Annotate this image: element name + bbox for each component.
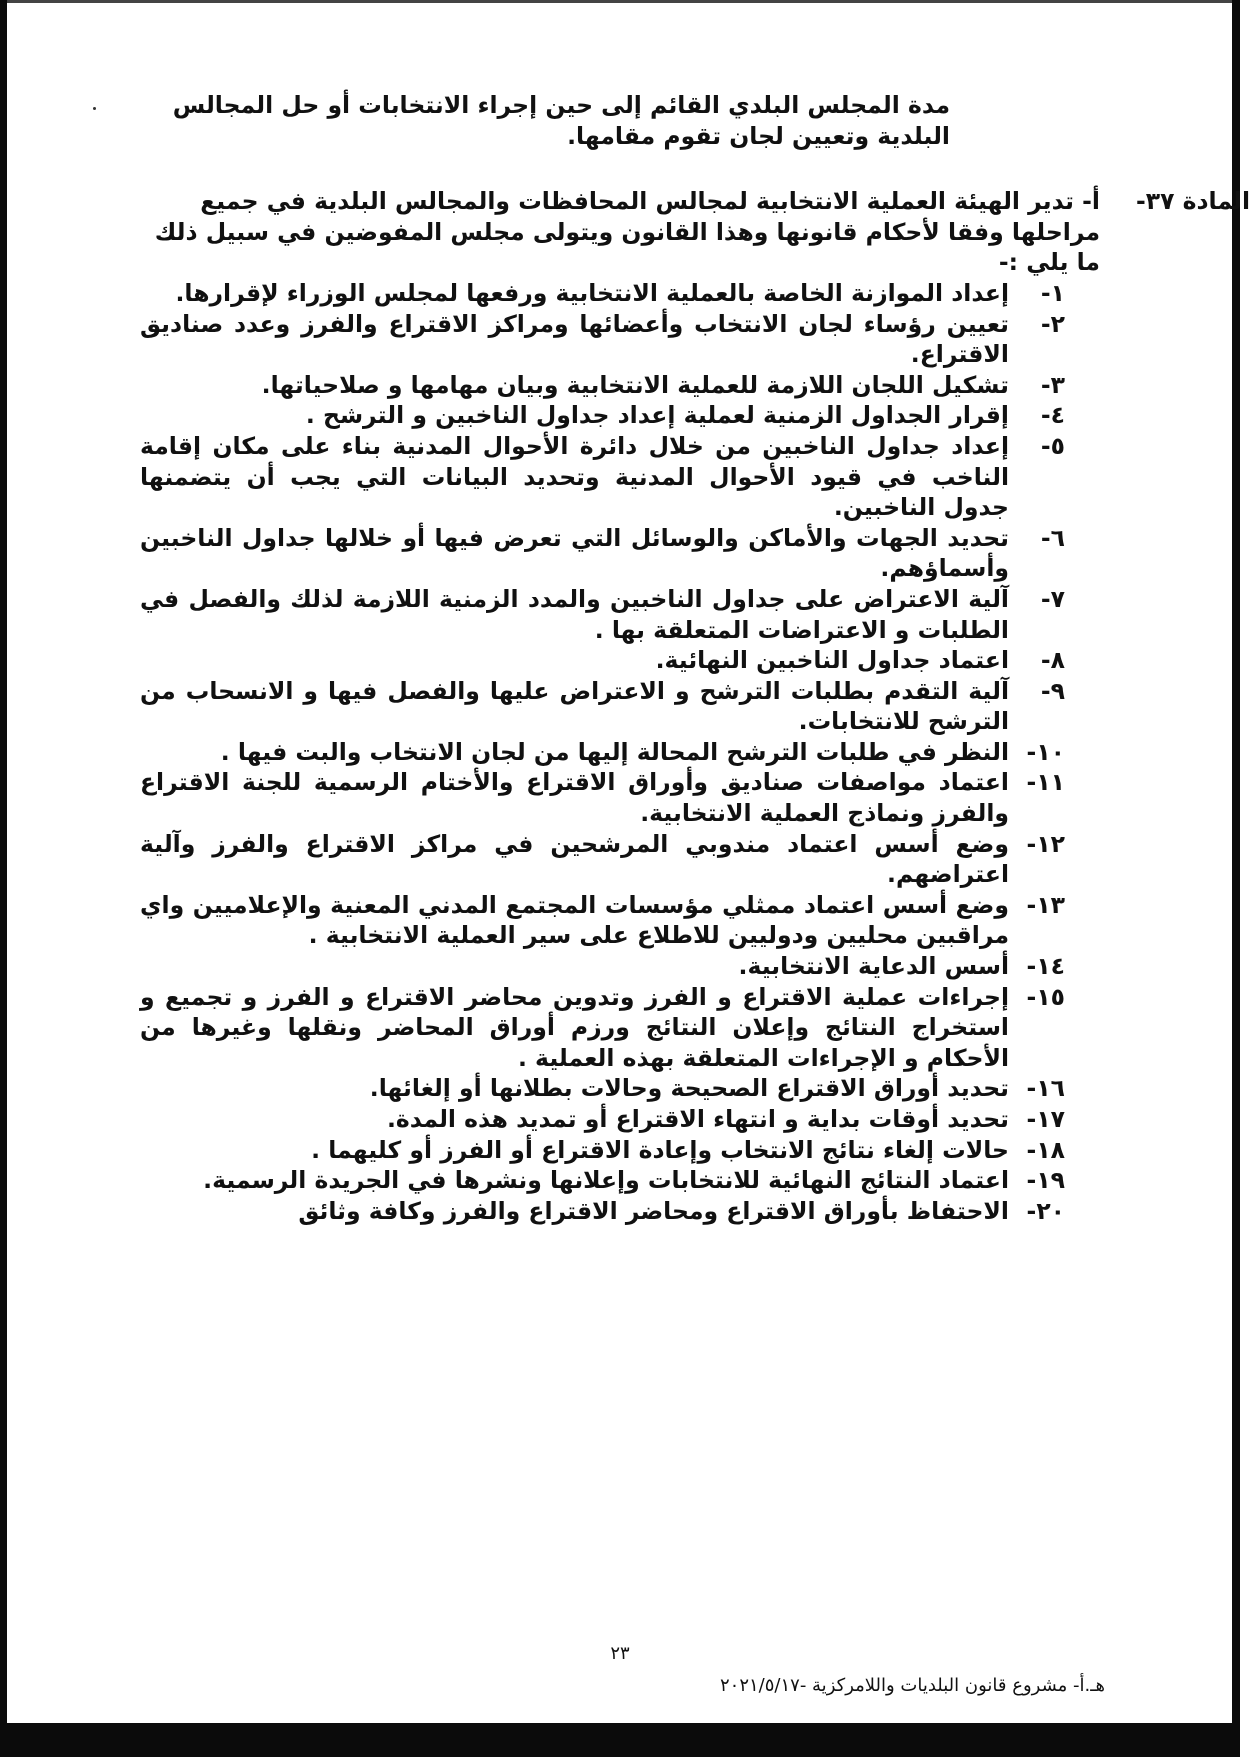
intro-paragraph: مدة المجلس البلدي القائم إلى حين إجراء الانتخابات أو حل المجالس البلدية وتعيين لجان تقوم مقامها. — [172, 91, 950, 150]
article-item — [140, 584, 1065, 645]
item-number: ١٩- — [1026, 1166, 1065, 1195]
article-item — [140, 1165, 1065, 1196]
article-item — [140, 1196, 1065, 1227]
item-text: أسس الدعاية الانتخابية. — [738, 952, 1009, 981]
article-item — [140, 278, 1065, 309]
scan-top-edge — [0, 0, 1240, 3]
article-item — [140, 890, 1065, 951]
item-number: ١٥- — [1026, 982, 1065, 1011]
item-number: ١٢- — [1026, 829, 1065, 858]
item-text: تحديد أوراق الاقتراع الصحيحة وحالات بطلانها أو إلغائها. — [369, 1074, 1009, 1103]
article-item — [140, 676, 1065, 737]
item-number: ١٨- — [1026, 1135, 1065, 1164]
item-text: اعتماد مواصفات صناديق وأوراق الاقتراع والأختام الرسمية للجنة الاقتراع والفرز ونماذج العملية الانتخابية. — [140, 768, 1009, 828]
article-item — [140, 951, 1065, 982]
footer-text: هـ.أ- مشروع قانون البلديات واللامركزية -٢٠٢١/٥/١٧ — [720, 1675, 1105, 1696]
item-number: ١١- — [1026, 768, 1065, 797]
article-item — [140, 1073, 1065, 1104]
item-number: ١٧- — [1026, 1105, 1065, 1133]
item-text: آلية التقدم بطلبات الترشح و الاعتراض عليها والفصل فيها و الانسحاب من الترشح للانتخابات. — [140, 676, 1009, 736]
item-number: ٨- — [1040, 646, 1065, 675]
article-item — [140, 767, 1065, 828]
item-number: ٣- — [1040, 370, 1065, 399]
scan-right-edge — [1232, 0, 1240, 1757]
item-number: ٤- — [1040, 401, 1065, 430]
item-text: تحديد الجهات والأماكن والوسائل التي تعرض فيها أو خلالها جداول الناخبين وأسماؤهم. — [140, 523, 1009, 583]
article-item — [140, 829, 1065, 890]
item-text: إجراءات عملية الاقتراع و الفرز وتدوين محاضر الاقتراع و الفرز و تجميع و استخراج النتائج وإعلان النتائج ورزم أوراق المحاضر ونقلها وغيرها من الأحكام و الإجراءات المتعلقة بهذه العملية . — [140, 982, 1009, 1072]
item-text: تشكيل اللجان اللازمة للعملية الانتخابية وبيان مهامها و صلاحياتها. — [261, 370, 1009, 399]
item-text: حالات إلغاء نتائج الانتخاب وإعادة الاقتراع أو الفرز أو كليهما . — [311, 1135, 1009, 1164]
scan-speck — [93, 107, 96, 110]
item-text: اعتماد جداول الناخبين النهائية. — [655, 646, 1009, 675]
item-number: ١٣- — [1026, 890, 1065, 919]
item-text: وضع أسس اعتماد ممثلي مؤسسات المجتمع المدني المعنية والإعلاميين واي مراقبين محليين ودوليين للاطلاع على سير العملية الانتخابية . — [140, 890, 1009, 950]
item-number: ٢٠- — [1026, 1196, 1065, 1225]
item-number: ١٦- — [1026, 1074, 1065, 1103]
article-item — [140, 370, 1065, 401]
item-text: إقرار الجداول الزمنية لعملية إعداد جداول الناخبين و الترشح . — [305, 401, 1009, 430]
item-text: وضع أسس اعتماد مندوبي المرشحين في مراكز الاقتراع والفرز وآلية اعتراضهم. — [140, 829, 1009, 889]
item-number: ٩- — [1040, 676, 1065, 705]
article-item — [140, 431, 1065, 523]
article-items-list — [140, 278, 1100, 1226]
item-number: ١٠- — [1026, 737, 1065, 766]
item-text: النظر في طلبات الترشح المحالة إليها من لجان الانتخاب والبت فيها . — [220, 737, 1009, 766]
item-number: ٧- — [1040, 584, 1065, 613]
article-label: المادة ٣٧- — [1135, 187, 1250, 216]
article-item — [140, 1135, 1065, 1166]
item-number: ٥- — [1040, 431, 1065, 460]
page-number: ٢٣ — [610, 1643, 630, 1664]
item-text: إعداد جداول الناخبين من خلال دائرة الأحوال المدنية بناء على مكان إقامة الناخب في قيود الأحوال المدنية وتحديد البيانات التي يجب أن يتضمنها جدول الناخبين. — [140, 431, 1009, 522]
article-item — [140, 982, 1065, 1074]
article-item — [140, 309, 1065, 370]
item-text: الاحتفاظ بأوراق الاقتراع ومحاضر الاقتراع والفرز وكافة وثائق — [298, 1196, 1009, 1225]
item-number: ٦- — [1040, 523, 1065, 552]
article-item — [140, 523, 1065, 584]
item-text: آلية الاعتراض على جداول الناخبين والمدد الزمنية اللازمة لذلك والفصل في الطلبات و الاعتراضات المتعلقة بها . — [140, 584, 1009, 644]
item-text: تعيين رؤساء لجان الانتخاب وأعضائها ومراكز الاقتراع والفرز وعدد صناديق الاقتراع. — [140, 309, 1009, 369]
scan-bottom-edge — [0, 1723, 1240, 1757]
article-intro: أ- تدير الهيئة العملية الانتخابية لمجالس المحافظات والمجالس البلدية في جميع مراحلها وفقا لأحكام قانونها وهذا القانون ويتولى مجلس المفوضين في سبيل ذلك ما يلي :- — [154, 187, 1100, 277]
item-text: تحديد أوقات بداية و انتهاء الاقتراع أو تمديد هذه المدة. — [386, 1105, 1009, 1133]
article-item — [140, 645, 1065, 676]
item-number: ٢- — [1040, 309, 1065, 338]
article-item — [140, 1104, 1065, 1135]
item-number: ١٤- — [1026, 952, 1065, 981]
article-37 — [140, 186, 1250, 278]
item-number: ١- — [1040, 278, 1065, 307]
document-body — [140, 90, 1250, 1226]
scan-left-edge — [0, 0, 7, 1757]
item-text: اعتماد النتائج النهائية للانتخابات وإعلانها ونشرها في الجريدة الرسمية. — [203, 1166, 1009, 1195]
article-item — [140, 400, 1065, 431]
article-item — [140, 737, 1065, 768]
item-text: إعداد الموازنة الخاصة بالعملية الانتخابية ورفعها لمجلس الوزراء لإقرارها. — [175, 278, 1009, 307]
